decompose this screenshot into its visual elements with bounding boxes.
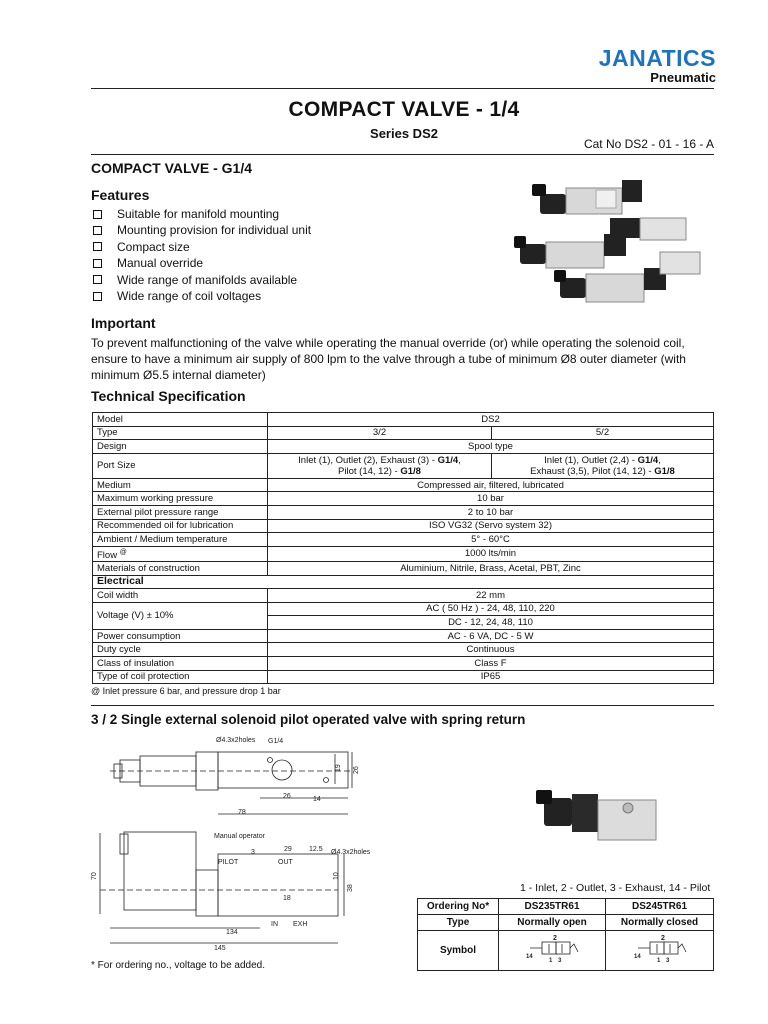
section-rule [91, 705, 714, 706]
list-item: Suitable for manifold mounting [91, 206, 311, 222]
important-heading: Important [91, 315, 156, 331]
table-footnote: @ Inlet pressure 6 bar, and pressure drop 1 bar [91, 686, 281, 696]
table-row: Electrical [93, 575, 714, 589]
table-row: Ambient / Medium temperature 5° - 60°C [93, 533, 714, 547]
table-row: Type of coil protection IP65 [93, 670, 714, 684]
valve-photo [528, 780, 668, 860]
section-title: COMPACT VALVE - G1/4 [91, 160, 253, 176]
checkbox-bullet-icon [93, 292, 102, 301]
svg-text:IN: IN [271, 921, 278, 928]
ports-legend: 1 - Inlet, 2 - Outlet, 3 - Exhaust, 14 - Pilot [520, 882, 711, 894]
table-row: Medium Compressed air, filtered, lubricated [93, 478, 714, 492]
title-rule [91, 154, 714, 155]
table-row: Voltage (V) ± 10% AC ( 50 Hz ) - 24, 48, 110, 220 [93, 602, 714, 616]
svg-text:OUT: OUT [278, 859, 293, 866]
svg-text:14: 14 [313, 796, 321, 803]
spec-table [92, 412, 714, 684]
table-row: External pilot pressure range 2 to 10 bar [93, 505, 714, 519]
svg-text:145: 145 [214, 945, 226, 952]
checkbox-bullet-icon [93, 242, 102, 251]
list-item: Wide range of manifolds available [91, 272, 311, 288]
svg-text:3: 3 [665, 958, 669, 964]
svg-text:29: 29 [284, 846, 292, 853]
svg-text:G1/4: G1/4 [268, 738, 284, 745]
ordering-table [417, 898, 714, 971]
table-row: Model DS2 [93, 413, 714, 427]
brand-sub: Pneumatic [650, 70, 716, 85]
valve-heading: 3 / 2 Single external solenoid pilot operated valve with spring return [91, 712, 526, 727]
svg-text:2: 2 [660, 935, 665, 942]
svg-text:2: 2 [553, 935, 557, 942]
list-item: Manual override [91, 255, 311, 271]
important-text: To prevent malfunctioning of the valve while operating the manual override (or) while operating the solenoid coil, ensure to have a minimum air supply of 800 lpm to the valve through a tube of minimum Ø8 outer diameter (with minimum Ø5.5 internal diameter) [91, 336, 686, 382]
table-row: Class of insulation Class F [93, 657, 714, 671]
svg-text:3: 3 [558, 958, 562, 964]
svg-text:14: 14 [633, 954, 641, 960]
table-row: Maximum working pressure 10 bar [93, 492, 714, 506]
table-row: Ordering No* DS235TR61 DS245TR61 [418, 899, 714, 915]
table-row: Materials of construction Aluminium, Nitrile, Brass, Acetal, PBT, Zinc [93, 561, 714, 575]
table-row: DC - 12, 24, 48, 110 [93, 616, 714, 630]
table-row: Coil width 22 mm [93, 589, 714, 603]
ordering-note: * For ordering no., voltage to be added. [91, 960, 266, 971]
checkbox-bullet-icon [93, 259, 102, 268]
page-subtitle: Series DS2 [370, 126, 438, 141]
product-photo [510, 168, 718, 318]
table-row: Type 3/2 5/2 [93, 426, 714, 440]
symbol-normally-closed-icon [606, 931, 714, 971]
svg-text:14: 14 [526, 954, 533, 960]
top-view-drawing [110, 737, 360, 816]
svg-text:38: 38 [347, 884, 354, 892]
side-view-drawing [91, 832, 371, 952]
svg-text:18: 18 [283, 895, 291, 902]
svg-text:Ø4.3x2holes: Ø4.3x2holes [216, 737, 256, 744]
brand-logo [548, 46, 716, 85]
symbol-normally-open-icon [499, 931, 606, 971]
table-row: Recommended oil for lubrication ISO VG32 (Servo system 32) [93, 519, 714, 533]
svg-text:10: 10 [333, 872, 340, 880]
list-item: Wide range of coil voltages [91, 288, 311, 304]
list-item: Compact size [91, 239, 311, 255]
svg-text:EXH: EXH [293, 921, 308, 928]
table-row: Symbol 2 14 1 3 2 14 1 3 [418, 931, 714, 971]
svg-text:78: 78 [238, 809, 246, 816]
checkbox-bullet-icon [93, 226, 102, 235]
svg-text:1: 1 [549, 958, 553, 964]
checkbox-bullet-icon [93, 275, 102, 284]
svg-text:70: 70 [91, 872, 98, 880]
table-row: Duty cycle Continuous [93, 643, 714, 657]
table-row: Flow @ 1000 lts/min [93, 546, 714, 561]
svg-text:19: 19 [335, 764, 342, 772]
catalog-number: Cat No DS2 - 01 - 16 - A [583, 137, 714, 151]
features-heading: Features [91, 187, 150, 203]
svg-text:Manual operator: Manual operator [214, 833, 265, 840]
tech-spec-heading: Technical Specification [91, 388, 246, 404]
svg-text:26: 26 [353, 766, 360, 774]
table-row: Port Size Inlet (1), Outlet (2), Exhaust (3) - G1/4, Pilot (14, 12) - G1/8 Inlet (1), Outlet (2,4) - G1/4, Exhaust (3,5), Pilot (14, 12) - G1/8 [93, 453, 714, 478]
svg-text:26: 26 [283, 793, 291, 800]
table-row: Design Spool type [93, 440, 714, 454]
table-row: Power consumption AC - 6 VA, DC - 5 W [93, 629, 714, 643]
checkbox-bullet-icon [93, 210, 102, 219]
page-title: COMPACT VALVE - 1/4 [288, 98, 520, 121]
table-row: Type Normally open Normally closed [418, 915, 714, 931]
svg-text:PILOT: PILOT [218, 859, 239, 866]
list-item: Mounting provision for individual unit [91, 222, 311, 238]
svg-text:12.5: 12.5 [309, 846, 323, 853]
header-rule [91, 88, 714, 89]
svg-text:3: 3 [251, 849, 255, 856]
features-list [91, 206, 311, 304]
dimension-drawing [90, 730, 390, 958]
valve-image-1 [532, 180, 642, 214]
svg-text:Ø4.3x2holes: Ø4.3x2holes [331, 849, 371, 856]
brand-name: JANATICS [598, 45, 716, 71]
svg-text:1: 1 [656, 958, 660, 964]
svg-text:134: 134 [226, 929, 238, 936]
